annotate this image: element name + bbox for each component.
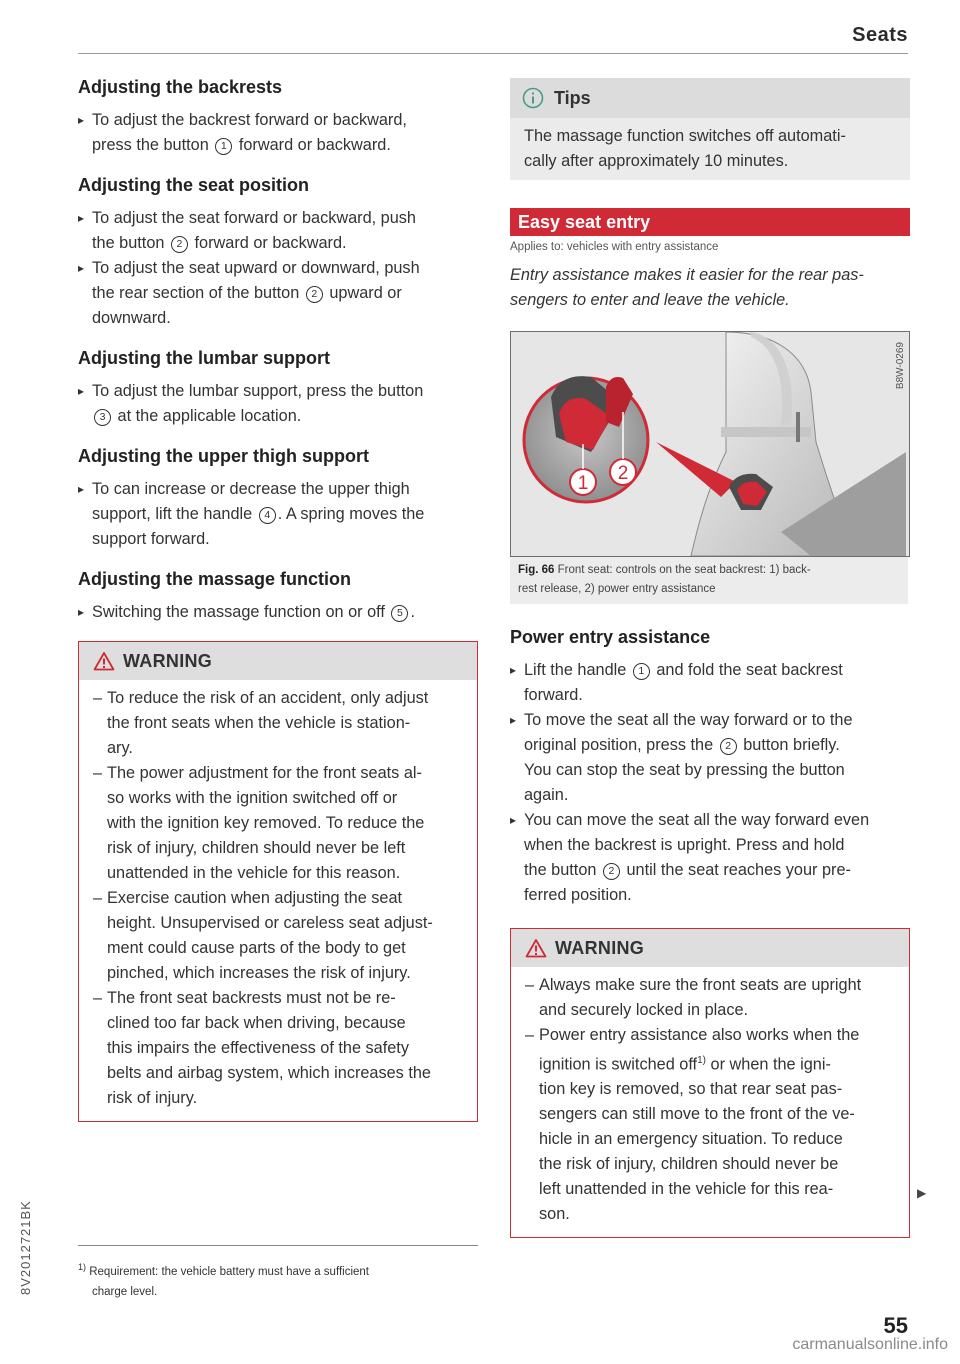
text: risk of injury.	[107, 1089, 198, 1107]
footnote-rule	[78, 1245, 478, 1246]
text: To adjust the seat forward or backward, push	[92, 209, 416, 227]
text: charge level.	[92, 1285, 158, 1298]
step-press-hold	[510, 808, 910, 908]
text: press the button	[92, 136, 209, 154]
text: Front seat: controls on the seat backrest: 1) back-	[557, 564, 811, 576]
step-seat-forward	[78, 206, 478, 256]
text: ment could cause parts of the body to get	[107, 939, 406, 957]
warning-item	[93, 761, 465, 886]
text: The front seat backrests must not be re-	[107, 989, 396, 1007]
tips-body	[510, 118, 910, 180]
text: . A spring moves the	[277, 505, 425, 523]
text: rest release, 2) power entry assistance	[518, 583, 716, 595]
watermark: carmanualsonline.info	[792, 1336, 948, 1353]
text: You can move the seat all the way forward even	[524, 811, 870, 829]
text: unattended in the vehicle for this reason.	[107, 864, 401, 882]
footnote-mark: 1)	[78, 1262, 87, 1272]
text: ary.	[107, 739, 133, 757]
step-lumbar	[78, 379, 478, 429]
text: To move the seat all the way forward or to the	[524, 711, 853, 729]
step-upper-thigh	[78, 477, 478, 552]
continue-arrow-icon: ▶	[917, 1186, 927, 1200]
text: left unattended in the vehicle for this rea-	[539, 1180, 834, 1199]
text: or when the igni-	[710, 1055, 831, 1074]
step-seat-upward	[78, 256, 478, 331]
text: until the seat reaches your pre-	[626, 861, 851, 879]
text: To can increase or decrease the upper thigh	[92, 480, 410, 498]
text: To adjust the lumbar support, press the button	[92, 382, 424, 400]
text: The power adjustment for the front seats al-	[107, 764, 422, 782]
warning-item	[525, 973, 897, 1023]
text: Requirement: the vehicle battery must have a sufficient	[89, 1265, 369, 1278]
text: son.	[539, 1205, 570, 1224]
text: this impairs the effectiveness of the safety	[107, 1039, 409, 1057]
seat-illustration	[511, 332, 909, 556]
text: forward or backward.	[194, 234, 347, 252]
warning-item	[525, 1023, 897, 1227]
right-column	[510, 78, 910, 1238]
left-column	[78, 74, 478, 1122]
warning-item	[93, 686, 465, 761]
callout-number: 1	[215, 138, 232, 155]
intro-text	[510, 263, 910, 313]
page-number: 55	[883, 1313, 908, 1338]
text: Lift the handle	[524, 661, 627, 679]
side-document-code	[10, 1180, 130, 1300]
text: sengers to enter and leave the vehicle.	[510, 291, 790, 309]
callout-number: 2	[306, 286, 323, 303]
text: original position, press the	[524, 736, 714, 754]
figure-caption	[510, 557, 908, 604]
section-title: Seats	[852, 24, 908, 46]
applies-to: Applies to: vehicles with entry assistance	[510, 241, 719, 253]
text: the button	[92, 234, 165, 252]
heading-massage: Adjusting the massage function	[78, 569, 352, 589]
step-massage	[78, 600, 478, 625]
heading-power-entry: Power entry assistance	[510, 627, 711, 647]
side-code-text: 8V2012721BK	[18, 1200, 33, 1295]
warning-item	[93, 986, 465, 1111]
callout-number: 3	[94, 409, 111, 426]
footnote-ref: 1)	[697, 1055, 706, 1066]
text: The massage function switches off automati-	[524, 127, 846, 145]
figure-seat-controls	[510, 331, 910, 557]
callout-number: 1	[633, 663, 650, 680]
text: so works with the ignition switched off or	[107, 789, 398, 807]
warning-header	[511, 929, 909, 967]
text: when the backrest is upright. Press and hold	[524, 836, 845, 854]
callout-number: 2	[603, 863, 620, 880]
text: ferred position.	[524, 886, 632, 904]
heading-seat-position: Adjusting the seat position	[78, 175, 310, 195]
text: belts and airbag system, which increases the	[107, 1064, 431, 1082]
text: sengers can still move to the front of the ve-	[539, 1105, 855, 1124]
text: support, lift the handle	[92, 505, 253, 523]
text: clined too far back when driving, because	[107, 1014, 406, 1032]
warning-triangle-icon	[525, 938, 547, 958]
step-backrests	[78, 108, 478, 158]
text: the button	[524, 861, 597, 879]
warning-body	[511, 967, 909, 1237]
step-lift-handle	[510, 658, 910, 708]
heading-backrests: Adjusting the backrests	[78, 77, 283, 97]
warning-triangle-icon	[93, 651, 115, 671]
callout-number: 2	[171, 236, 188, 253]
text: the front seats when the vehicle is station-	[107, 714, 411, 732]
text: with the ignition key removed. To reduce the	[107, 814, 425, 832]
warning-box	[78, 641, 478, 1122]
text: To reduce the risk of an accident, only adjust	[107, 689, 429, 707]
warning-item	[93, 886, 465, 986]
caption-label: Fig. 66	[518, 564, 555, 576]
warning-body	[79, 680, 477, 1121]
text: button briefly.	[743, 736, 840, 754]
warning-title: WARNING	[555, 937, 645, 958]
text: You can stop the seat by pressing the button	[524, 761, 845, 779]
text: and securely locked in place.	[539, 1001, 749, 1019]
text: risk of injury, children should never be left	[107, 839, 406, 857]
text: Power entry assistance also works when the	[539, 1026, 860, 1044]
heading-lumbar: Adjusting the lumbar support	[78, 348, 330, 368]
text: at the applicable location.	[117, 407, 302, 425]
text: .	[410, 603, 415, 621]
footnote	[78, 1257, 478, 1302]
text: forward or backward.	[238, 136, 391, 154]
text: support forward.	[92, 530, 210, 548]
text: forward.	[524, 686, 583, 704]
heading-upper-thigh: Adjusting the upper thigh support	[78, 446, 369, 466]
text: again.	[524, 786, 569, 804]
figure-callout-2: 2	[617, 463, 629, 484]
text: downward.	[92, 309, 171, 327]
text: height. Unsupervised or careless seat adjust-	[107, 914, 433, 932]
tips-title: Tips	[554, 87, 591, 108]
text: and fold the seat backrest	[656, 661, 843, 679]
text: To adjust the backrest forward or backward,	[92, 111, 407, 129]
tips-box	[510, 78, 910, 180]
text: cally after approximately 10 minutes.	[524, 152, 789, 170]
text: To adjust the seat upward or downward, push	[92, 259, 420, 277]
warning-box-power-entry	[510, 928, 910, 1238]
figure-callout-1: 1	[577, 473, 589, 494]
easy-seat-entry-title: Easy seat entry	[510, 208, 910, 236]
header-rule	[78, 53, 908, 54]
callout-number: 4	[259, 507, 276, 524]
text: Entry assistance makes it easier for the rear pas-	[510, 266, 864, 284]
tips-header	[510, 78, 910, 118]
text: Exercise caution when adjusting the seat	[107, 889, 403, 907]
text: the rear section of the button	[92, 284, 300, 302]
callout-number: 2	[720, 738, 737, 755]
warning-header	[79, 642, 477, 680]
text: the risk of injury, children should never be	[539, 1155, 839, 1174]
warning-title: WARNING	[123, 650, 213, 671]
text: hicle in an emergency situation. To reduce	[539, 1130, 843, 1149]
text: ignition is switched off	[539, 1055, 698, 1074]
text: Switching the massage function on or off	[92, 603, 385, 621]
text: pinched, which increases the risk of injury.	[107, 964, 411, 982]
text: tion key is removed, so that rear seat pas-	[539, 1080, 843, 1099]
step-move-seat	[510, 708, 910, 808]
text: Always make sure the front seats are upright	[539, 976, 862, 994]
info-icon	[522, 87, 544, 109]
figure-code: B8W-0269	[895, 342, 906, 390]
callout-number: 5	[391, 605, 408, 622]
text: upward or	[329, 284, 402, 302]
